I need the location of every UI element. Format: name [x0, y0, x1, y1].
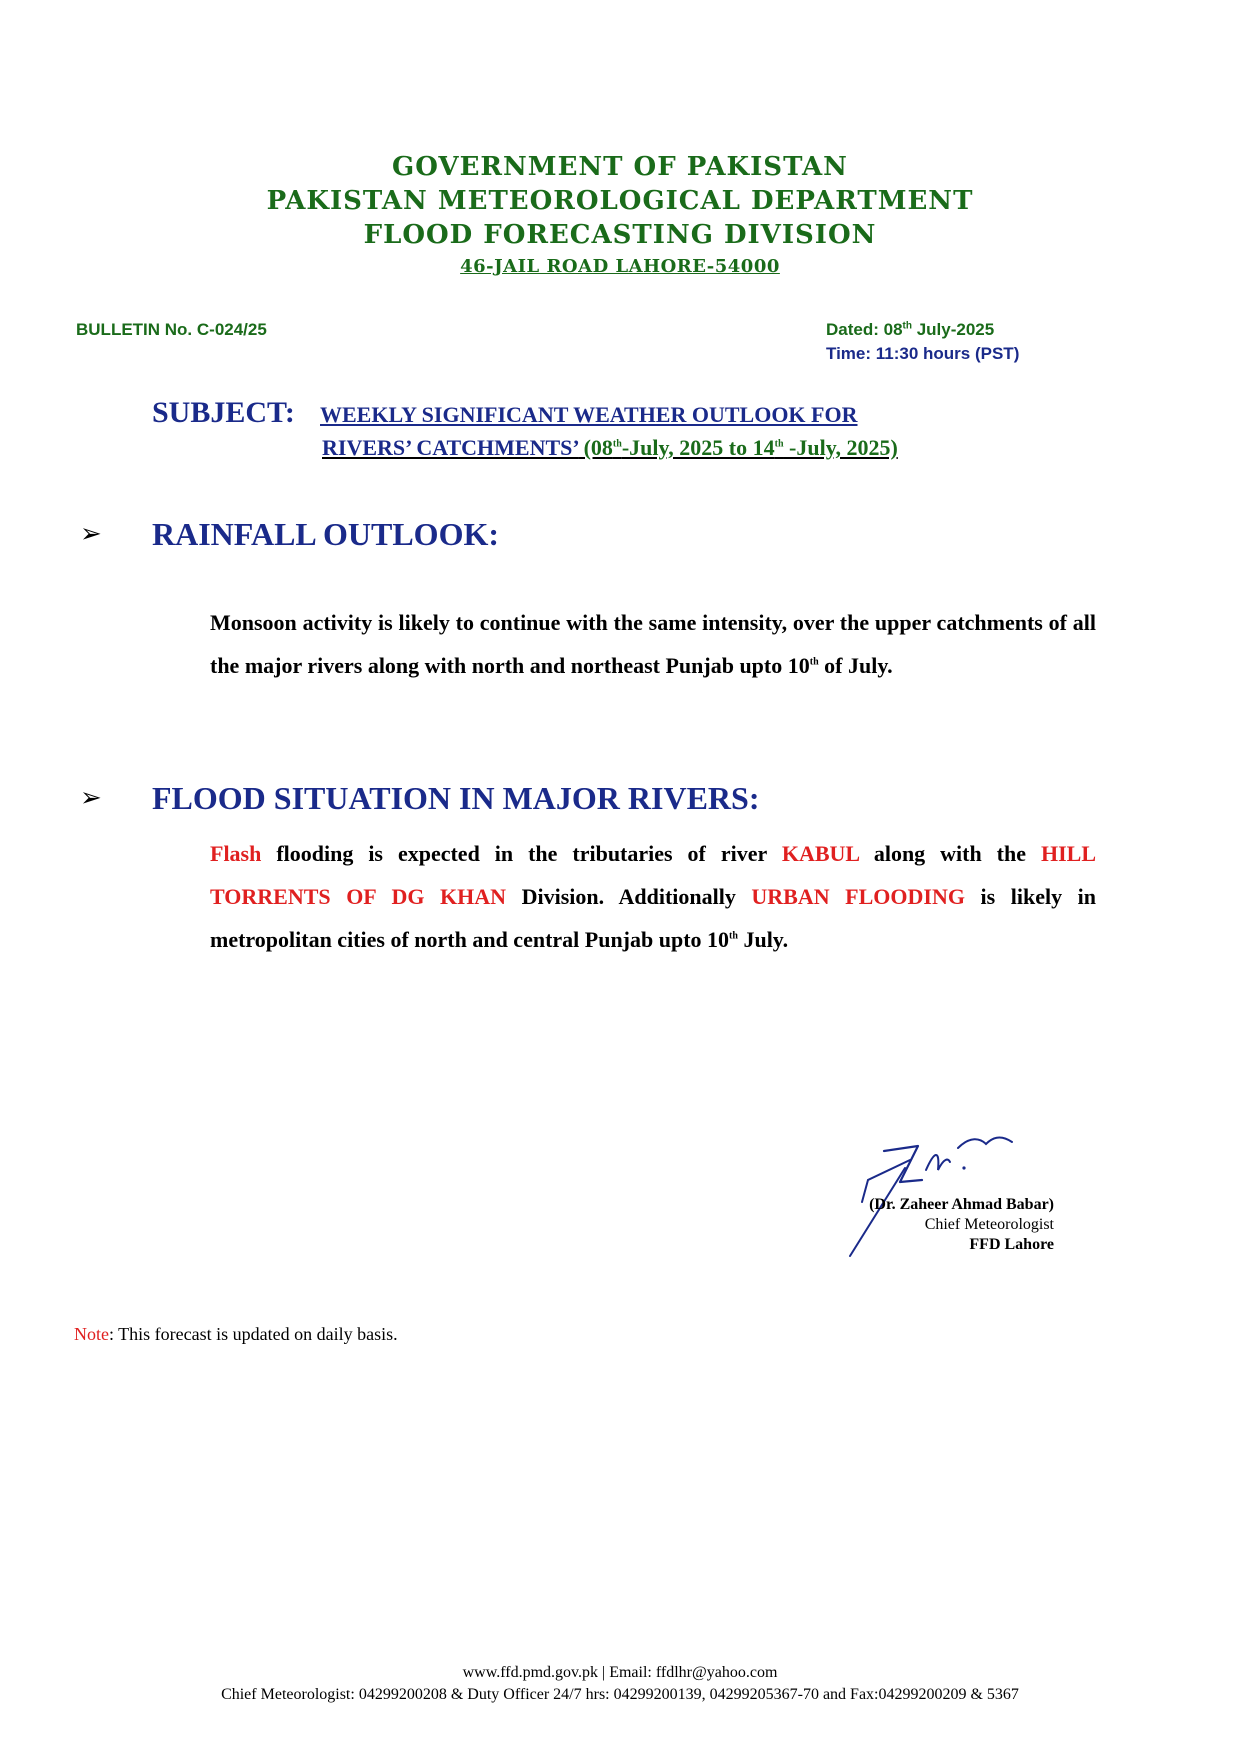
signatory-name: (Dr. Zaheer Ahmad Babar) [869, 1196, 1054, 1213]
subject-label: SUBJECT: [152, 396, 295, 429]
header-government: GOVERNMENT OF PAKISTAN [392, 152, 848, 182]
header-division: FLOOD FORECASTING DIVISION [363, 220, 877, 250]
bulletin-time: Time: 11:30 hours (PST) [826, 344, 1020, 363]
header-address: 46-JAIL ROAD LAHORE-54000 [460, 256, 780, 277]
bulletin-number: BULLETIN No. C-024/25 [76, 320, 267, 339]
header-department: PAKISTAN METEOROLOGICAL DEPARTMENT [266, 186, 974, 216]
arrow-bullet-icon: ➢ [80, 519, 102, 549]
subject-line-1: WEEKLY SIGNIFICANT WEATHER OUTLOOK FOR [320, 402, 858, 427]
footer-website-email: www.ffd.pmd.gov.pk | Email: ffdlhr@yahoo.com [462, 1664, 778, 1681]
signatory-office: FFD Lahore [969, 1236, 1054, 1253]
signatory-title: Chief Meteorologist [924, 1216, 1054, 1233]
subject-line-2: RIVERS’ CATCHMENTS’ (08th-July, 2025 to 14th -July, 2025) [322, 435, 898, 460]
rainfall-outlook-text: Monsoon activity is likely to continue with the same intensity, over the upper catchments of all the major rivers along with north and northeast Punjab upto 10th of July. [210, 610, 1096, 678]
footer-contacts: Chief Meteorologist: 04299200208 & Duty Officer 24/7 hrs: 04299200139, 04299205367-70 and Fax:04299200209 & 5367 [221, 1686, 1019, 1703]
bulletin-date: Dated: 08th July-2025 [826, 320, 995, 339]
arrow-bullet-icon: ➢ [80, 783, 102, 813]
flood-situation-text: Flash flooding is expected in the tributaries of river KABUL along with the HILL TORRENTS OF DG KHAN Division. Additionally URBAN FLOODING is likely in metropolitan cities of north and central Punjab upto 10th July. [210, 841, 1097, 952]
section-title-rainfall: RAINFALL OUTLOOK: [152, 516, 499, 552]
section-title-flood: FLOOD SITUATION IN MAJOR RIVERS: [152, 780, 760, 816]
forecast-note: Note: This forecast is updated on daily basis. [74, 1324, 398, 1344]
